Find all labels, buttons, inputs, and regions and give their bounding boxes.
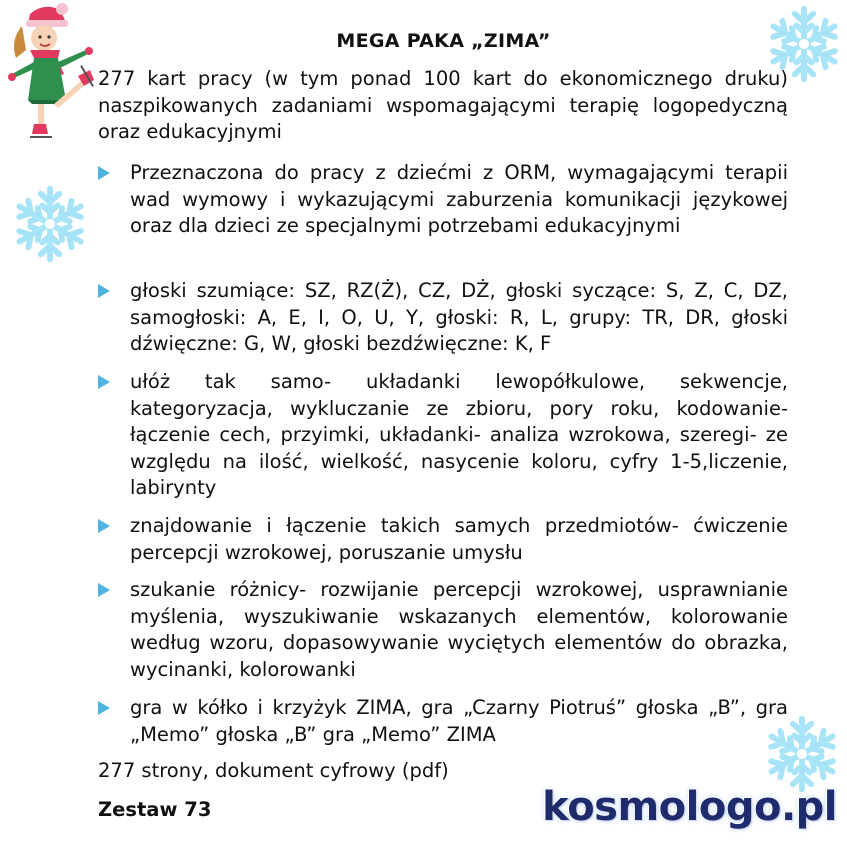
bullet-arrow-icon: [98, 519, 110, 533]
list-item: [98, 278, 788, 358]
list-item-text: szukanie różnicy- rozwijanie percepcji wzrokowej, usprawnianie myślenia, wyszukiwanie wskazanych elementów, kolorowanie według wzoru, dopasowywanie wyciętych elementów do obrazka, wycinanki, kolorowanki: [130, 578, 788, 681]
set-label: Zestaw 73: [98, 798, 212, 821]
list-item: [98, 577, 788, 683]
list-item-text: Przeznaczona do pracy z dziećmi z ORM, wymagającymi terapii wad wymowy i wykazującymi zaburzenia komunikacji językowej oraz dla dzieci ze specjalnymi potrzebami edukacyjnymi: [130, 161, 788, 237]
list-item-text: głoski szumiące: SZ, RZ(Ż), CZ, DŻ, głoski syczące: S, Z, C, DZ, samogłoski: A, E, I, O, U, Y, głoski: R, L, grupy: TR, DR, głoski dźwięczne: G, W, głoski bezdźwięczne: K, F: [130, 279, 788, 355]
brand-logo: kosmologo.pl: [542, 784, 837, 830]
skater-girl-illustration: [0, 0, 105, 150]
list-item: [98, 160, 788, 240]
bullet-arrow-icon: [98, 284, 110, 298]
snowflake-icon: [8, 182, 92, 266]
list-item-text: ułóż tak samo- układanki lewopółkulowe, sekwencje, kategoryzacja, wykluczanie ze zbioru, pory roku, kodowanie- łączenie cech, przyimki, układanki- analiza wzrokowa, szeregi- ze względu na ilość, wielkość, nasycenie koloru, cyfry 1-5,liczenie, labirynty: [130, 370, 788, 499]
list-item-text: gra w kółko i krzyżyk ZIMA, gra „Czarny Piotruś” głoska „B”, gra „Memo” głoska „B” gra „Memo” ZIMA: [130, 696, 788, 746]
list-item-text: znajdowanie i łączenie takich samych przedmiotów- ćwiczenie percepcji wzrokowej, poruszanie umysłu: [130, 514, 788, 564]
pages-info: 277 strony, dokument cyfrowy (pdf): [98, 759, 449, 782]
list-item: [98, 513, 788, 566]
list-item: [98, 695, 788, 748]
intro-paragraph: 277 kart pracy (w tym ponad 100 kart do ekonomicznego druku) naszpikowanych zadaniami wspomagającymi terapię logopedyczną oraz edukacyjnymi: [98, 67, 788, 143]
bullet-arrow-icon: [98, 375, 110, 389]
page-title: MEGA PAKA „ZIMA”: [336, 30, 551, 52]
bullet-arrow-icon: [98, 701, 110, 715]
bullet-arrow-icon: [98, 583, 110, 597]
list-item: [98, 369, 788, 502]
bullet-arrow-icon: [98, 166, 110, 180]
